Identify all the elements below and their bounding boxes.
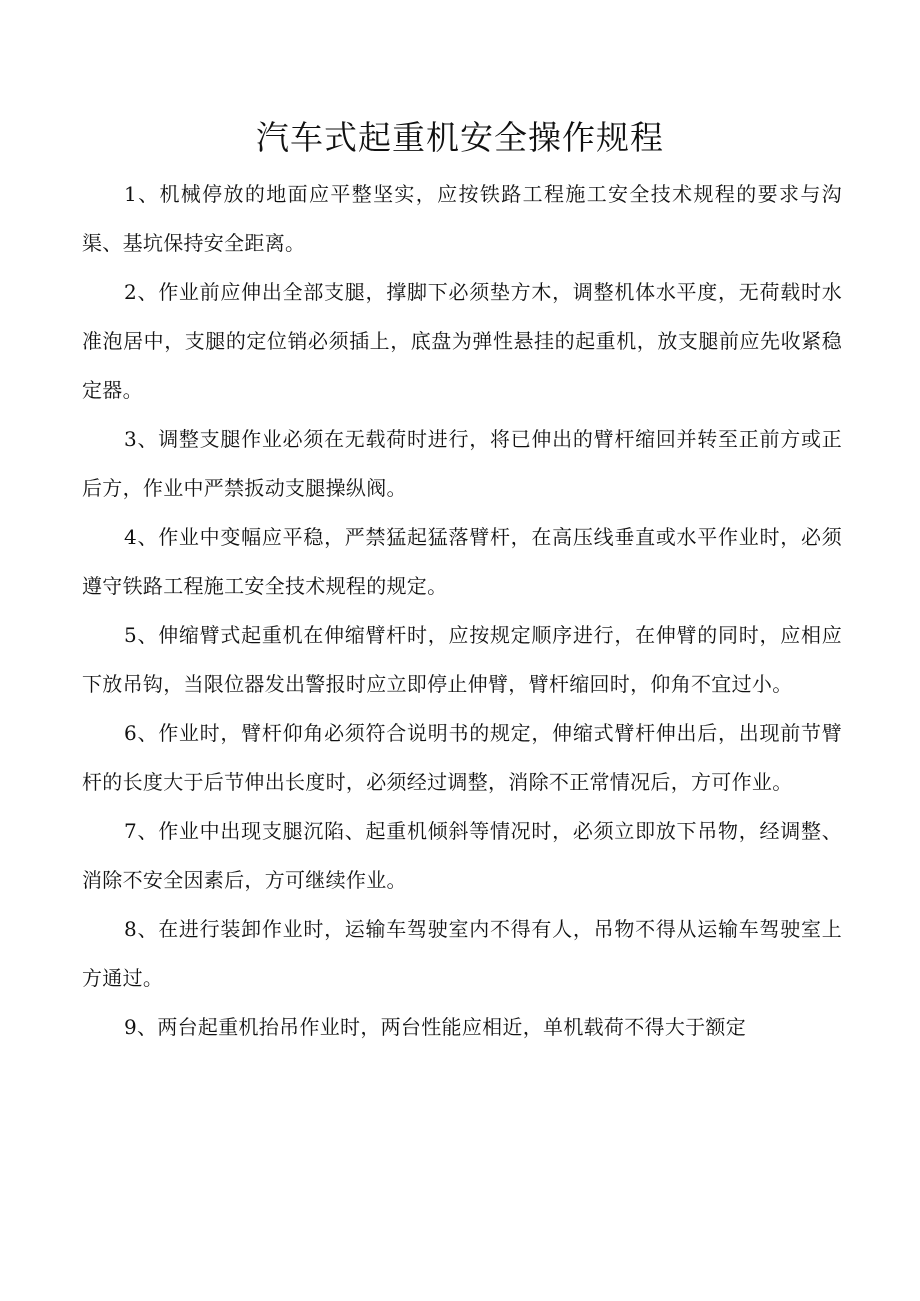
document-title: 汽车式起重机安全操作规程 (256, 118, 664, 157)
paragraph-9: 9、两台起重机抬吊作业时，两台性能应相近，单机载荷不得大于额定 (124, 1015, 747, 1039)
paragraph-4: 4、作业中变幅应平稳，严禁猛起猛落臂杆，在高压线垂直或水平作业时，必须遵守铁路工程施工安全技术规程的规定。 (82, 525, 842, 598)
paragraph-1: 1、机械停放的地面应平整坚实，应按铁路工程施工安全技术规程的要求与沟渠、基坑保持安全距离。 (82, 182, 842, 255)
paragraph-6: 6、作业时，臂杆仰角必须符合说明书的规定，伸缩式臂杆伸出后，出现前节臂杆的长度大于后节伸出长度时，必须经过调整，消除不正常情况后，方可作业。 (82, 721, 842, 794)
document-body (82, 170, 842, 1052)
paragraph-2: 2、作业前应伸出全部支腿，撑脚下必须垫方木，调整机体水平度，无荷载时水准泡居中，支腿的定位销必须插上，底盘为弹性悬挂的起重机，放支腿前应先收紧稳定器。 (82, 280, 842, 402)
paragraph-7: 7、作业中出现支腿沉陷、起重机倾斜等情况时，必须立即放下吊物，经调整、消除不安全因素后，方可继续作业。 (82, 819, 842, 892)
paragraph-8: 8、在进行装卸作业时，运输车驾驶室内不得有人，吊物不得从运输车驾驶室上方通过。 (82, 917, 842, 990)
paragraph-5: 5、伸缩臂式起重机在伸缩臂杆时，应按规定顺序进行，在伸臂的同时，应相应下放吊钩，当限位器发出警报时应立即停止伸臂，臂杆缩回时，仰角不宜过小。 (82, 623, 842, 696)
paragraph-3: 3、调整支腿作业必须在无载荷时进行，将已伸出的臂杆缩回并转至正前方或正后方，作业中严禁扳动支腿操纵阀。 (82, 427, 842, 500)
